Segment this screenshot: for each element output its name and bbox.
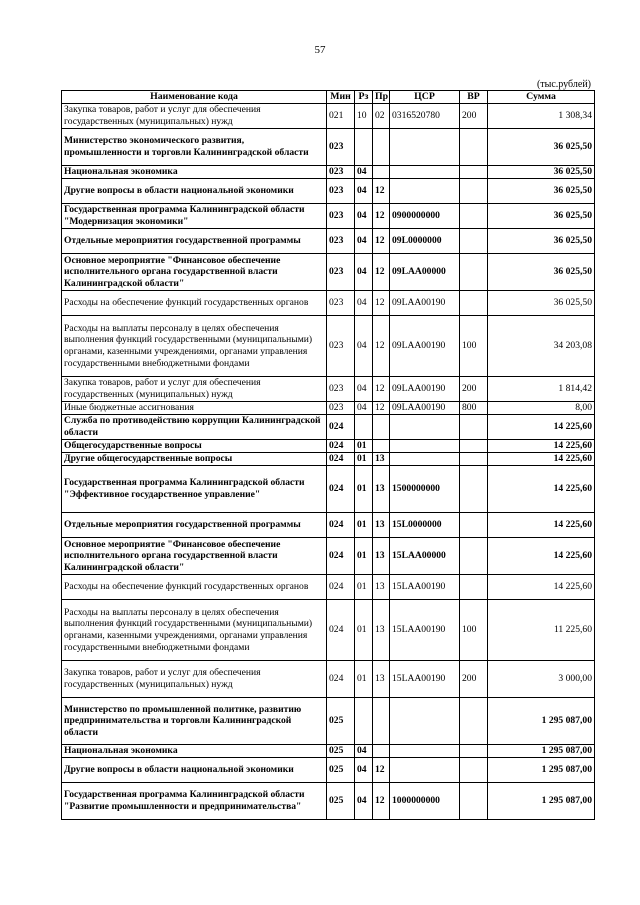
cell-pr: 13 bbox=[373, 661, 390, 698]
table-row bbox=[62, 513, 595, 538]
cell-pr: 13 bbox=[373, 453, 390, 466]
cell-vr bbox=[460, 129, 488, 166]
cell-min: 023 bbox=[327, 402, 355, 415]
cell-name: Отдельные мероприятия государственной программы bbox=[62, 513, 327, 538]
cell-vr: 100 bbox=[460, 316, 488, 377]
cell-name: Государственная программа Калининградской области "Модернизация экономики" bbox=[62, 204, 327, 229]
cell-csr: 15LAA00000 bbox=[390, 538, 460, 575]
cell-csr: 09L0000000 bbox=[390, 229, 460, 254]
cell-vr: 800 bbox=[460, 402, 488, 415]
cell-min: 025 bbox=[327, 698, 355, 745]
cell-vr bbox=[460, 783, 488, 820]
header-vr: ВР bbox=[460, 91, 488, 104]
cell-name: Основное мероприятие "Финансовое обеспечение исполнительного органа государственной власти Калининградской области" bbox=[62, 538, 327, 575]
cell-vr bbox=[460, 415, 488, 440]
cell-name: Расходы на обеспечение функций государственных органов bbox=[62, 575, 327, 600]
cell-min: 024 bbox=[327, 600, 355, 661]
cell-csr: 15LAA00190 bbox=[390, 600, 460, 661]
cell-vr bbox=[460, 575, 488, 600]
cell-pr: 12 bbox=[373, 377, 390, 402]
cell-name: Расходы на обеспечение функций государственных органов bbox=[62, 291, 327, 316]
cell-sum: 14 225,60 bbox=[488, 453, 595, 466]
cell-rz: 10 bbox=[355, 104, 373, 129]
cell-csr: 09LAA00190 bbox=[390, 377, 460, 402]
cell-sum: 1 295 087,00 bbox=[488, 745, 595, 758]
cell-rz: 04 bbox=[355, 229, 373, 254]
cell-pr bbox=[373, 415, 390, 440]
cell-vr: 200 bbox=[460, 377, 488, 402]
cell-sum: 14 225,60 bbox=[488, 466, 595, 513]
cell-vr bbox=[460, 166, 488, 179]
cell-vr bbox=[460, 698, 488, 745]
cell-rz: 01 bbox=[355, 513, 373, 538]
cell-rz: 04 bbox=[355, 166, 373, 179]
cell-csr: 0900000000 bbox=[390, 204, 460, 229]
cell-pr bbox=[373, 129, 390, 166]
cell-name: Национальная экономика bbox=[62, 745, 327, 758]
cell-rz: 01 bbox=[355, 453, 373, 466]
cell-min: 024 bbox=[327, 453, 355, 466]
cell-rz: 04 bbox=[355, 254, 373, 291]
table-row bbox=[62, 204, 595, 229]
cell-vr: 200 bbox=[460, 661, 488, 698]
cell-name: Закупка товаров, работ и услуг для обеспечения государственных (муниципальных) нужд bbox=[62, 104, 327, 129]
cell-csr bbox=[390, 745, 460, 758]
cell-name: Государственная программа Калининградской области "Развитие промышленности и предпринимательства" bbox=[62, 783, 327, 820]
cell-pr: 12 bbox=[373, 229, 390, 254]
cell-min: 023 bbox=[327, 377, 355, 402]
cell-name: Расходы на выплаты персоналу в целях обеспечения выполнения функций государственными (муниципальными) органами, казенными учреждениями, органами управления государственными внебюджетными фондами bbox=[62, 316, 327, 377]
cell-sum: 36 025,50 bbox=[488, 179, 595, 204]
cell-pr: 13 bbox=[373, 466, 390, 513]
cell-sum: 11 225,60 bbox=[488, 600, 595, 661]
cell-rz: 04 bbox=[355, 316, 373, 377]
cell-min: 023 bbox=[327, 204, 355, 229]
cell-pr bbox=[373, 440, 390, 453]
cell-rz: 01 bbox=[355, 661, 373, 698]
cell-min: 023 bbox=[327, 179, 355, 204]
cell-name: Расходы на выплаты персоналу в целях обеспечения выполнения функций государственными (муниципальными) органами, казенными учреждениями, органами управления государственными внебюджетными фондами bbox=[62, 600, 327, 661]
cell-pr bbox=[373, 745, 390, 758]
cell-csr: 09LAA00190 bbox=[390, 402, 460, 415]
cell-csr bbox=[390, 698, 460, 745]
cell-min: 024 bbox=[327, 415, 355, 440]
cell-pr: 12 bbox=[373, 179, 390, 204]
cell-sum: 1 295 087,00 bbox=[488, 758, 595, 783]
cell-min: 021 bbox=[327, 104, 355, 129]
cell-name: Закупка товаров, работ и услуг для обеспечения государственных (муниципальных) нужд bbox=[62, 661, 327, 698]
cell-min: 024 bbox=[327, 466, 355, 513]
cell-min: 024 bbox=[327, 513, 355, 538]
table-row bbox=[62, 440, 595, 453]
cell-sum: 34 203,08 bbox=[488, 316, 595, 377]
cell-pr: 13 bbox=[373, 575, 390, 600]
cell-min: 024 bbox=[327, 440, 355, 453]
cell-pr: 13 bbox=[373, 538, 390, 575]
cell-vr bbox=[460, 440, 488, 453]
cell-pr: 12 bbox=[373, 758, 390, 783]
cell-rz: 04 bbox=[355, 783, 373, 820]
cell-sum: 1 295 087,00 bbox=[488, 698, 595, 745]
cell-sum: 36 025,50 bbox=[488, 204, 595, 229]
cell-csr: 09LAA00000 bbox=[390, 254, 460, 291]
cell-rz: 04 bbox=[355, 179, 373, 204]
cell-sum: 1 308,34 bbox=[488, 104, 595, 129]
cell-csr: 15LAA00190 bbox=[390, 661, 460, 698]
cell-csr bbox=[390, 179, 460, 204]
cell-name: Другие общегосударственные вопросы bbox=[62, 453, 327, 466]
table-row bbox=[62, 466, 595, 513]
cell-pr: 13 bbox=[373, 600, 390, 661]
cell-sum: 14 225,60 bbox=[488, 538, 595, 575]
cell-rz: 01 bbox=[355, 600, 373, 661]
cell-pr: 12 bbox=[373, 402, 390, 415]
cell-vr bbox=[460, 179, 488, 204]
cell-rz: 04 bbox=[355, 758, 373, 783]
table-row bbox=[62, 166, 595, 179]
budget-table bbox=[61, 90, 595, 820]
cell-name: Основное мероприятие "Финансовое обеспечение исполнительного органа государственной власти Калининградской области" bbox=[62, 254, 327, 291]
cell-min: 025 bbox=[327, 758, 355, 783]
cell-rz: 01 bbox=[355, 575, 373, 600]
header-pr: Пр bbox=[373, 91, 390, 104]
cell-min: 023 bbox=[327, 316, 355, 377]
header-rz: Рз bbox=[355, 91, 373, 104]
table-header-row bbox=[62, 91, 595, 104]
table-row bbox=[62, 600, 595, 661]
cell-csr: 0316520780 bbox=[390, 104, 460, 129]
header-sum: Сумма bbox=[488, 91, 595, 104]
cell-rz: 01 bbox=[355, 440, 373, 453]
cell-vr bbox=[460, 758, 488, 783]
cell-pr: 02 bbox=[373, 104, 390, 129]
cell-rz: 04 bbox=[355, 291, 373, 316]
cell-min: 023 bbox=[327, 254, 355, 291]
table-row bbox=[62, 415, 595, 440]
cell-sum: 14 225,60 bbox=[488, 440, 595, 453]
cell-sum: 14 225,60 bbox=[488, 415, 595, 440]
cell-sum: 3 000,00 bbox=[488, 661, 595, 698]
cell-sum: 36 025,50 bbox=[488, 291, 595, 316]
cell-csr: 15L0000000 bbox=[390, 513, 460, 538]
cell-vr bbox=[460, 254, 488, 291]
cell-rz: 04 bbox=[355, 402, 373, 415]
cell-vr bbox=[460, 229, 488, 254]
table-row bbox=[62, 129, 595, 166]
cell-name: Отдельные мероприятия государственной программы bbox=[62, 229, 327, 254]
cell-min: 025 bbox=[327, 745, 355, 758]
page-number: 57 bbox=[314, 44, 326, 56]
table-row bbox=[62, 575, 595, 600]
cell-min: 023 bbox=[327, 166, 355, 179]
cell-vr bbox=[460, 204, 488, 229]
cell-name: Общегосударственные вопросы bbox=[62, 440, 327, 453]
cell-rz: 01 bbox=[355, 466, 373, 513]
cell-csr: 15LAA00190 bbox=[390, 575, 460, 600]
cell-pr: 12 bbox=[373, 783, 390, 820]
cell-csr: 09LAA00190 bbox=[390, 316, 460, 377]
cell-pr: 12 bbox=[373, 291, 390, 316]
cell-vr bbox=[460, 538, 488, 575]
cell-rz bbox=[355, 129, 373, 166]
cell-sum: 36 025,50 bbox=[488, 129, 595, 166]
cell-min: 024 bbox=[327, 538, 355, 575]
header-csr: ЦСР bbox=[390, 91, 460, 104]
cell-csr: 1500000000 bbox=[390, 466, 460, 513]
table-row bbox=[62, 453, 595, 466]
cell-name: Другие вопросы в области национальной экономики bbox=[62, 758, 327, 783]
cell-pr bbox=[373, 698, 390, 745]
cell-sum: 14 225,60 bbox=[488, 575, 595, 600]
table-row bbox=[62, 104, 595, 129]
cell-name: Национальная экономика bbox=[62, 166, 327, 179]
cell-rz bbox=[355, 415, 373, 440]
table-row bbox=[62, 758, 595, 783]
cell-vr bbox=[460, 453, 488, 466]
table-row bbox=[62, 291, 595, 316]
cell-sum: 1 814,42 bbox=[488, 377, 595, 402]
cell-sum: 1 295 087,00 bbox=[488, 783, 595, 820]
cell-csr bbox=[390, 758, 460, 783]
cell-name: Служба по противодействию коррупции Калининградской области bbox=[62, 415, 327, 440]
cell-vr bbox=[460, 513, 488, 538]
cell-pr bbox=[373, 166, 390, 179]
table-row bbox=[62, 179, 595, 204]
cell-rz bbox=[355, 698, 373, 745]
cell-name: Другие вопросы в области национальной экономики bbox=[62, 179, 327, 204]
table-row bbox=[62, 661, 595, 698]
cell-vr bbox=[460, 291, 488, 316]
cell-min: 023 bbox=[327, 129, 355, 166]
cell-csr bbox=[390, 166, 460, 179]
cell-min: 025 bbox=[327, 783, 355, 820]
cell-min: 023 bbox=[327, 291, 355, 316]
cell-vr bbox=[460, 466, 488, 513]
cell-min: 024 bbox=[327, 575, 355, 600]
cell-pr: 13 bbox=[373, 513, 390, 538]
table-row bbox=[62, 229, 595, 254]
cell-sum: 36 025,50 bbox=[488, 166, 595, 179]
cell-csr bbox=[390, 129, 460, 166]
cell-sum: 8,00 bbox=[488, 402, 595, 415]
header-min: Мин bbox=[327, 91, 355, 104]
cell-sum: 36 025,50 bbox=[488, 254, 595, 291]
cell-name: Закупка товаров, работ и услуг для обеспечения государственных (муниципальных) нужд bbox=[62, 377, 327, 402]
cell-csr bbox=[390, 415, 460, 440]
units-label: (тыс.рублей) bbox=[536, 79, 591, 90]
cell-name: Министерство экономического развития, промышленности и торговли Калининградской области bbox=[62, 129, 327, 166]
cell-vr: 100 bbox=[460, 600, 488, 661]
table-row bbox=[62, 316, 595, 377]
cell-sum: 36 025,50 bbox=[488, 229, 595, 254]
cell-pr: 12 bbox=[373, 316, 390, 377]
cell-csr: 09LAA00190 bbox=[390, 291, 460, 316]
cell-name: Государственная программа Калининградской области "Эффективное государственное управление" bbox=[62, 466, 327, 513]
cell-name: Иные бюджетные ассигнования bbox=[62, 402, 327, 415]
table-row bbox=[62, 538, 595, 575]
cell-name: Министерство по промышленной политике, развитию предпринимательства и торговли Калининградской области bbox=[62, 698, 327, 745]
cell-csr bbox=[390, 453, 460, 466]
cell-rz: 04 bbox=[355, 377, 373, 402]
cell-min: 023 bbox=[327, 229, 355, 254]
cell-csr: 1000000000 bbox=[390, 783, 460, 820]
cell-min: 024 bbox=[327, 661, 355, 698]
cell-rz: 04 bbox=[355, 745, 373, 758]
cell-rz: 04 bbox=[355, 204, 373, 229]
cell-vr: 200 bbox=[460, 104, 488, 129]
cell-csr bbox=[390, 440, 460, 453]
table-row bbox=[62, 402, 595, 415]
cell-rz: 01 bbox=[355, 538, 373, 575]
cell-pr: 12 bbox=[373, 254, 390, 291]
table-row bbox=[62, 377, 595, 402]
cell-sum: 14 225,60 bbox=[488, 513, 595, 538]
table-row bbox=[62, 783, 595, 820]
table-row bbox=[62, 254, 595, 291]
header-name: Наименование кода bbox=[62, 91, 327, 104]
cell-vr bbox=[460, 745, 488, 758]
table-row bbox=[62, 745, 595, 758]
table-row bbox=[62, 698, 595, 745]
cell-pr: 12 bbox=[373, 204, 390, 229]
